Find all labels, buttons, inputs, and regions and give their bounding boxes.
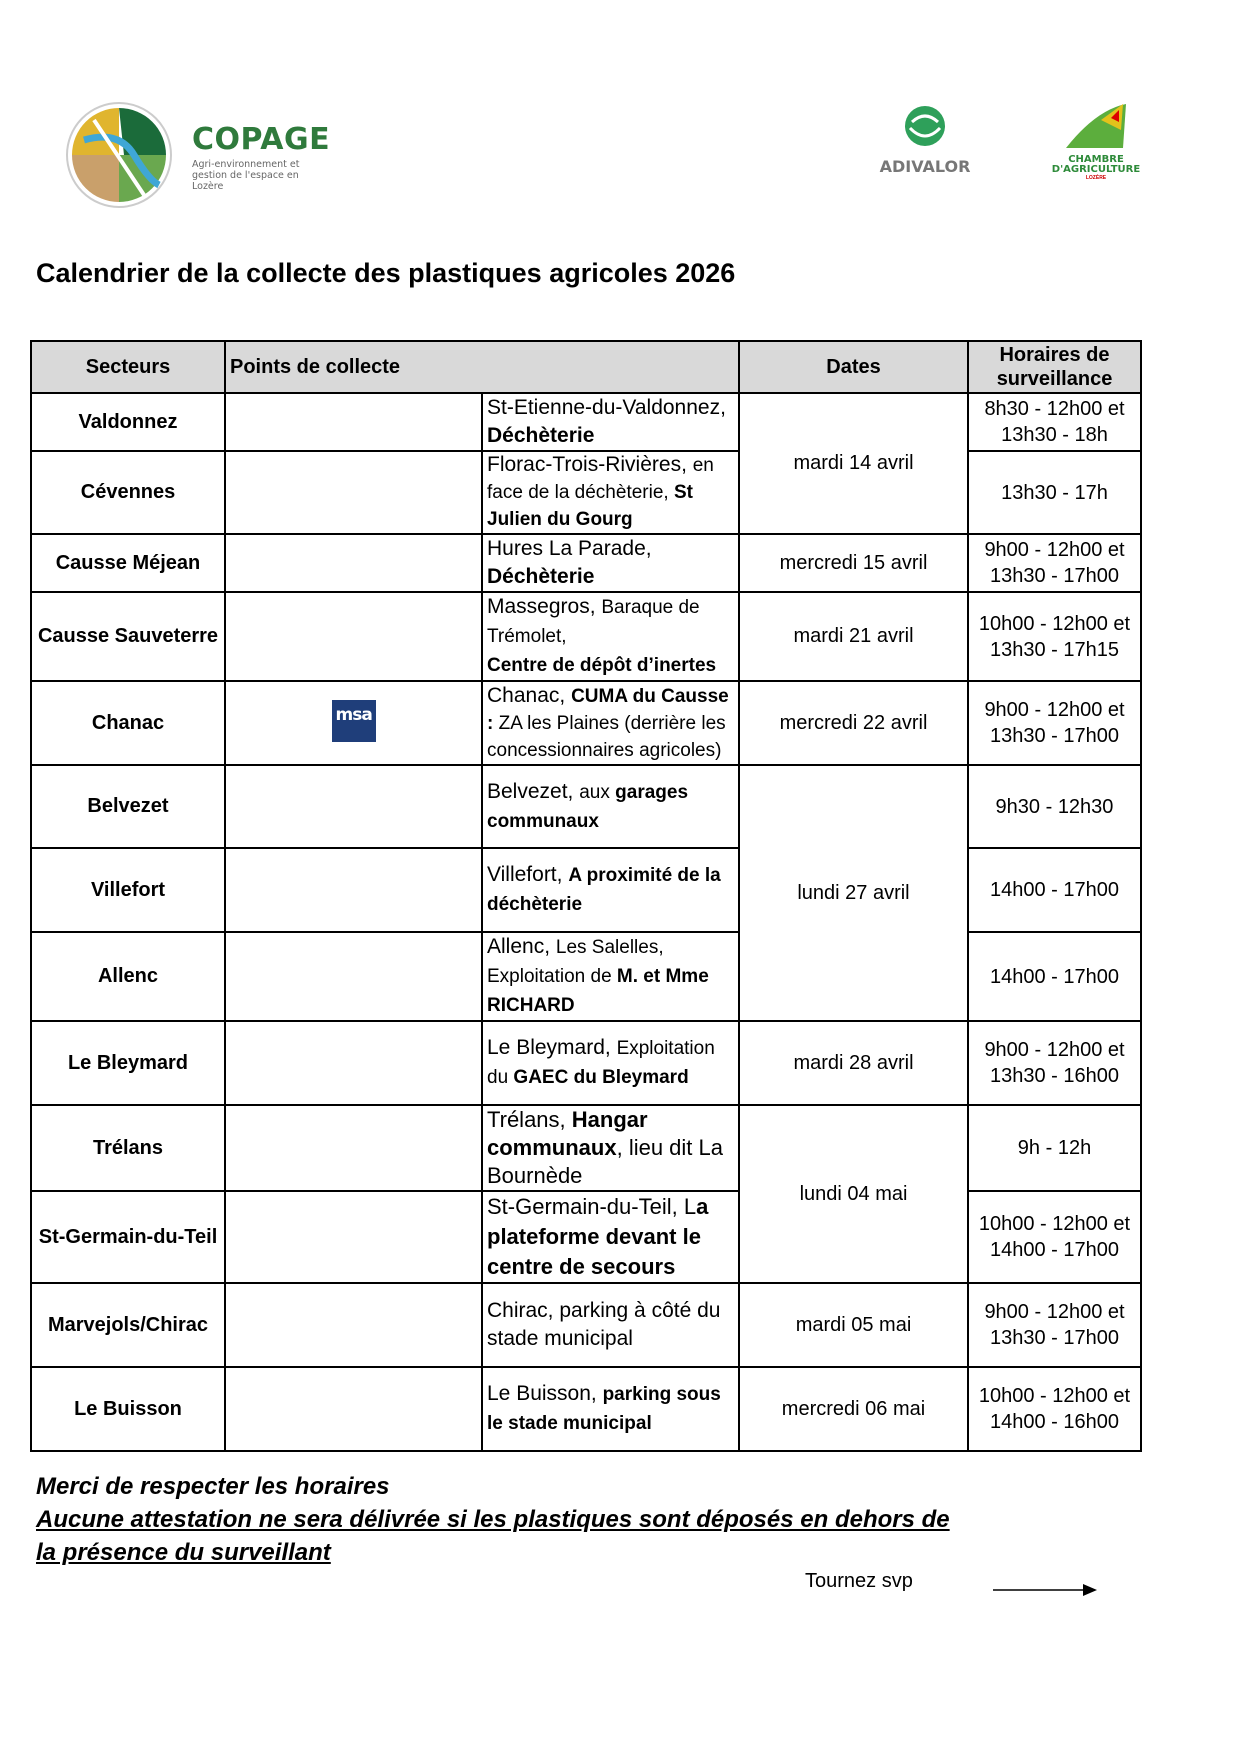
- secteur-cell: Cévennes: [31, 451, 225, 534]
- point-cell: St-Etienne-du-Valdonnez, Déchèterie: [482, 393, 739, 451]
- point-cell: Allenc, Les Salelles, Exploitation de M. et Mme RICHARD: [482, 932, 739, 1021]
- point-cell: Villefort, A proximité de la déchèterie: [482, 848, 739, 932]
- secteur-cell: Marvejols/Chirac: [31, 1283, 225, 1367]
- hours-cell: 8h30 - 12h00 et 13h30 - 18h: [968, 393, 1141, 451]
- table-row: [31, 1367, 1141, 1451]
- secteur-cell: Le Bleymard: [31, 1021, 225, 1105]
- notes: [36, 1470, 950, 1569]
- table-row: [31, 451, 1141, 534]
- secteur-cell: Chanac: [31, 681, 225, 765]
- table-row: [31, 1283, 1141, 1367]
- date-cell: lundi 27 avril: [739, 765, 968, 1021]
- copage-name: COPAGE: [192, 122, 331, 157]
- point-cell: Chirac, parking à côté du stade municipal: [482, 1283, 739, 1367]
- chambre-agriculture-logo: [1036, 100, 1156, 182]
- secteur-cell: Trélans: [31, 1105, 225, 1191]
- chambre-name-line1: CHAMBRE: [1068, 154, 1124, 165]
- secteur-cell: Causse Méjean: [31, 534, 225, 592]
- note-line-3: la présence du surveillant: [36, 1539, 331, 1566]
- header-dates: Dates: [739, 341, 968, 393]
- secteur-cell: Causse Sauveterre: [31, 592, 225, 681]
- hours-cell: 9h00 - 12h00 et 13h30 - 17h00: [968, 534, 1141, 592]
- hours-cell: 9h00 - 12h00 et 13h30 - 17h00: [968, 681, 1141, 765]
- table-row: [31, 1021, 1141, 1105]
- chambre-name-line2: D'AGRICULTURE: [1051, 164, 1141, 175]
- arrow-right-icon: [993, 1583, 1097, 1597]
- hours-cell: 10h00 - 12h00 et 14h00 - 16h00: [968, 1367, 1141, 1451]
- turn-over-label: Tournez svp: [805, 1570, 913, 1592]
- point-cell: Le Bleymard, Exploitation du GAEC du Bleymard: [482, 1021, 739, 1105]
- copage-subtitle: Agri-environnement et gestion de l'espace en Lozère: [192, 159, 300, 192]
- adivalor-emblem-icon: [900, 104, 950, 148]
- table-row: [31, 1191, 1141, 1283]
- date-cell: mercredi 22 avril: [739, 681, 968, 765]
- hours-cell: 9h00 - 12h00 et 13h30 - 17h00: [968, 1283, 1141, 1367]
- secteur-cell: Allenc: [31, 932, 225, 1021]
- table-row: [31, 1105, 1141, 1191]
- hours-cell: 10h00 - 12h00 et 13h30 - 17h15: [968, 592, 1141, 681]
- date-cell: mercredi 15 avril: [739, 534, 968, 592]
- date-cell: mardi 14 avril: [739, 393, 968, 534]
- hours-cell: 14h00 - 17h00: [968, 932, 1141, 1021]
- hours-cell: 13h30 - 17h: [968, 451, 1141, 534]
- hours-cell: 9h - 12h: [968, 1105, 1141, 1191]
- date-cell: mercredi 06 mai: [739, 1367, 968, 1451]
- chambre-emblem-icon: [1061, 100, 1131, 150]
- table-row: [31, 393, 1141, 451]
- point-cell: Hures La Parade, Déchèterie: [482, 534, 739, 592]
- point-cell: Trélans, Hangar communaux, lieu dit La Bournède: [482, 1105, 739, 1191]
- table-row: [31, 681, 1141, 765]
- adivalor-name: ADIVALOR: [879, 157, 971, 176]
- secteur-cell: St-Germain-du-Teil: [31, 1191, 225, 1283]
- date-cell: mardi 05 mai: [739, 1283, 968, 1367]
- table-row: [31, 765, 1141, 848]
- hours-cell: 14h00 - 17h00: [968, 848, 1141, 932]
- date-cell: mardi 21 avril: [739, 592, 968, 681]
- table-row: [31, 592, 1141, 681]
- secteur-cell: Valdonnez: [31, 393, 225, 451]
- copage-emblem-icon: [64, 100, 174, 210]
- chambre-sub: LOZÈRE: [1085, 175, 1107, 181]
- header-horaires: Horaires de surveillance: [968, 341, 1141, 393]
- secteur-cell: Villefort: [31, 848, 225, 932]
- point-cell: Belvezet, aux garages communaux: [482, 765, 739, 848]
- date-cell: lundi 04 mai: [739, 1105, 968, 1283]
- date-cell: mardi 28 avril: [739, 1021, 968, 1105]
- note-line-1: Merci de respecter les horaires: [36, 1473, 390, 1500]
- adivalor-logo: [870, 104, 980, 174]
- table-row: [31, 932, 1141, 1021]
- table-row: [31, 534, 1141, 592]
- hours-cell: 9h00 - 12h00 et 13h30 - 16h00: [968, 1021, 1141, 1105]
- point-cell: Florac-Trois-Rivières, en face de la déchèterie, St Julien du Gourg: [482, 451, 739, 534]
- msa-logo-icon: msa: [332, 700, 376, 742]
- secteur-cell: Le Buisson: [31, 1367, 225, 1451]
- hours-cell: 10h00 - 12h00 et 14h00 - 17h00: [968, 1191, 1141, 1283]
- hours-cell: 9h30 - 12h30: [968, 765, 1141, 848]
- point-cell: Massegros, Baraque de Trémolet, Centre de dépôt d’inertes: [482, 592, 739, 681]
- table-row: [31, 848, 1141, 932]
- point-cell: Le Buisson, parking sous le stade municipal: [482, 1367, 739, 1451]
- page-title: Calendrier de la collecte des plastiques agricoles 2026: [36, 258, 736, 288]
- copage-logo: [64, 100, 364, 210]
- secteur-cell: Belvezet: [31, 765, 225, 848]
- point-cell: St-Germain-du-Teil, La plateforme devant le centre de secours: [482, 1191, 739, 1283]
- point-cell: Chanac, CUMA du Causse : ZA les Plaines (derrière les concessionnaires agricoles): [482, 681, 739, 765]
- collection-calendar-table: [30, 340, 1142, 1452]
- header-secteurs: Secteurs: [31, 341, 225, 393]
- table-header-row: [31, 341, 1141, 393]
- header-points: Points de collecte: [225, 341, 739, 393]
- logo-cell: [225, 681, 482, 765]
- note-line-2: Aucune attestation ne sera délivrée si les plastiques sont déposés en dehors de: [36, 1506, 950, 1533]
